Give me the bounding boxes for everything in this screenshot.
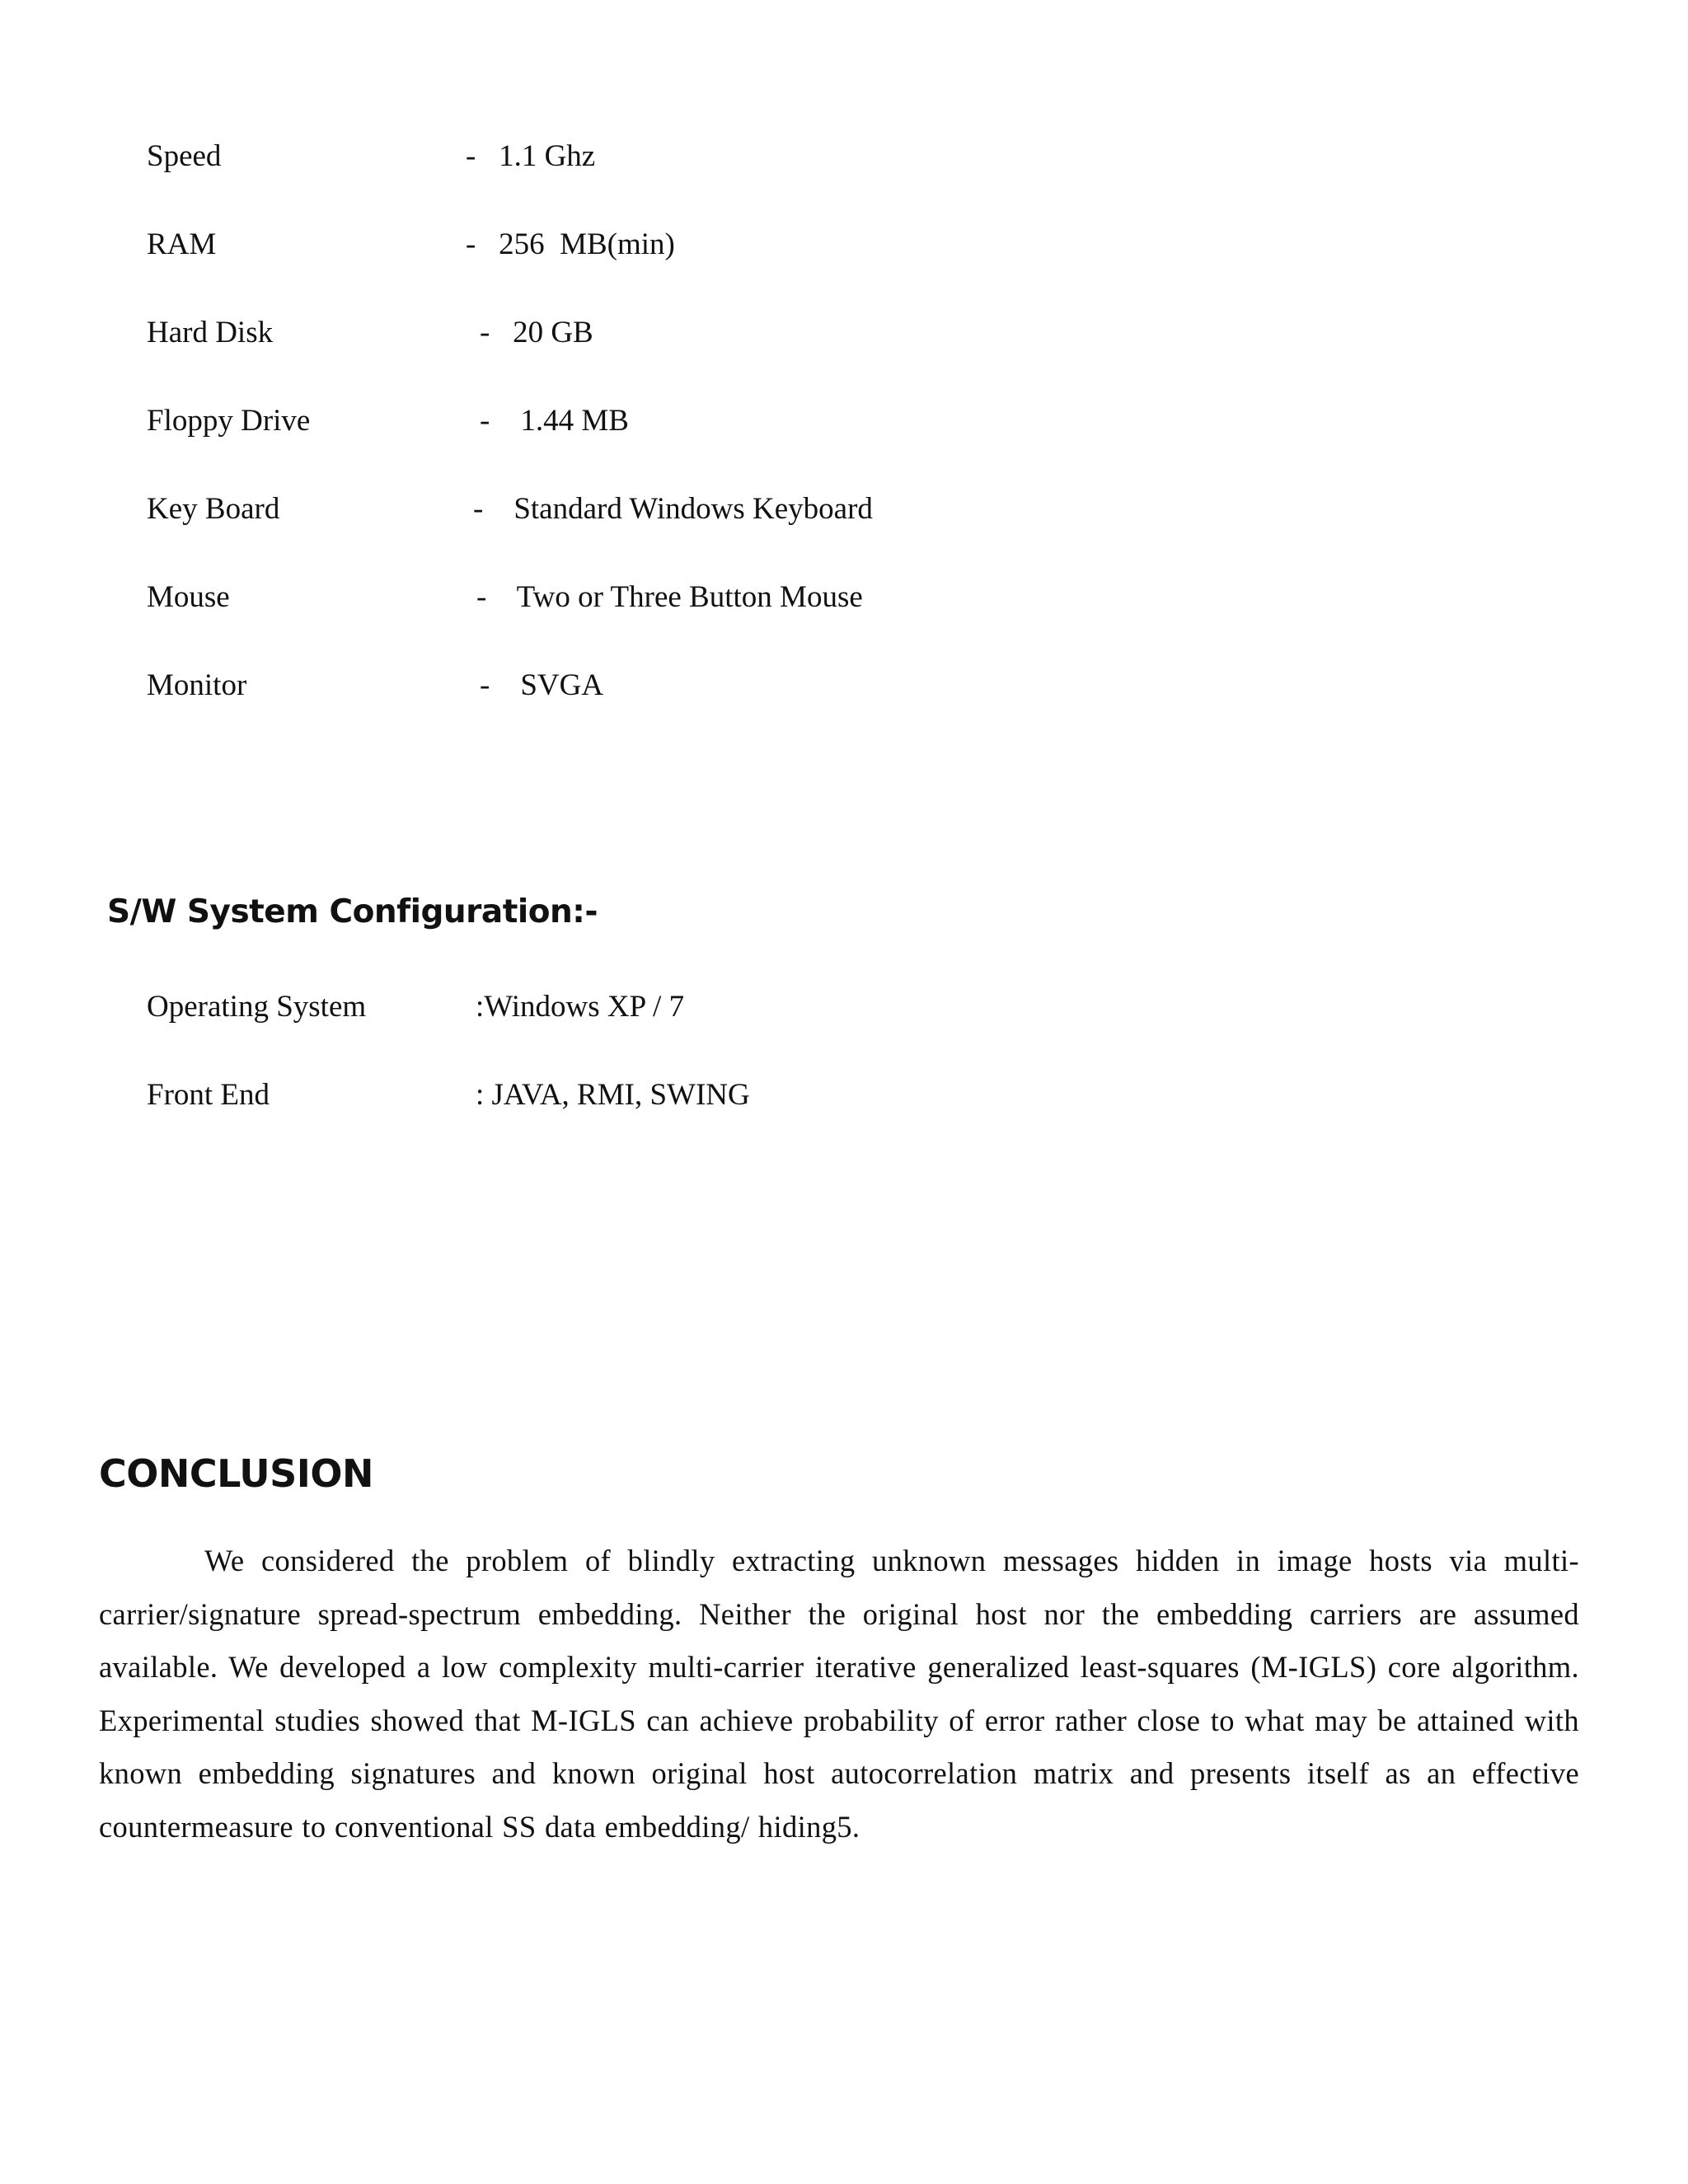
spec-value: - Two or Three Button Mouse [476,580,863,614]
spec-label: Monitor [147,668,247,702]
spec-value: - 1.1 Ghz [466,139,596,173]
spec-row-floppy-drive [147,403,971,439]
sw-config-heading: S/W System Configuration:- [107,893,598,930]
spec-value: - 1.44 MB [480,404,629,438]
spec-label: Front End [147,1078,270,1112]
spec-label: Key Board [147,492,280,526]
spec-row-ram [147,227,971,263]
conclusion-heading: CONCLUSION [99,1451,373,1496]
spec-row-monitor [147,668,971,704]
spec-row-keyboard [147,491,971,527]
spec-row-front-end [147,1077,971,1113]
spec-value: - 256 MB(min) [466,227,675,261]
spec-value: : JAVA, RMI, SWING [476,1078,750,1112]
spec-row-operating-system [147,989,971,1025]
spec-row-speed [147,138,971,175]
spec-label: Hard Disk [147,316,274,349]
spec-label: Mouse [147,580,230,614]
spec-value: - 20 GB [480,316,593,349]
spec-row-mouse [147,579,971,616]
spec-value: - Standard Windows Keyboard [473,492,873,526]
spec-label: Speed [147,139,222,173]
spec-label: RAM [147,227,217,261]
spec-label: Floppy Drive [147,404,311,438]
spec-value: - SVGA [480,668,604,702]
spec-value: :Windows XP / 7 [476,990,685,1024]
conclusion-paragraph: We considered the problem of blindly extracting unknown messages hidden in image hosts via multi-carrier/signature spread-spectrum embedding. Neither the original host nor the embedding carriers are assumed available. We developed a low complexity multi-carrier iterative generalized least-squares (M-IGLS) core algorithm. Experimental studies showed that M-IGLS can achieve probability of error rather close to what may be attained with known embedding signatures and known original host autocorrelation matrix and presents itself as an effective countermeasure to conventional SS data embedding/ hiding5. [99,1544,1579,1844]
spec-row-hard-disk [147,315,971,351]
spec-label: Operating System [147,990,367,1024]
